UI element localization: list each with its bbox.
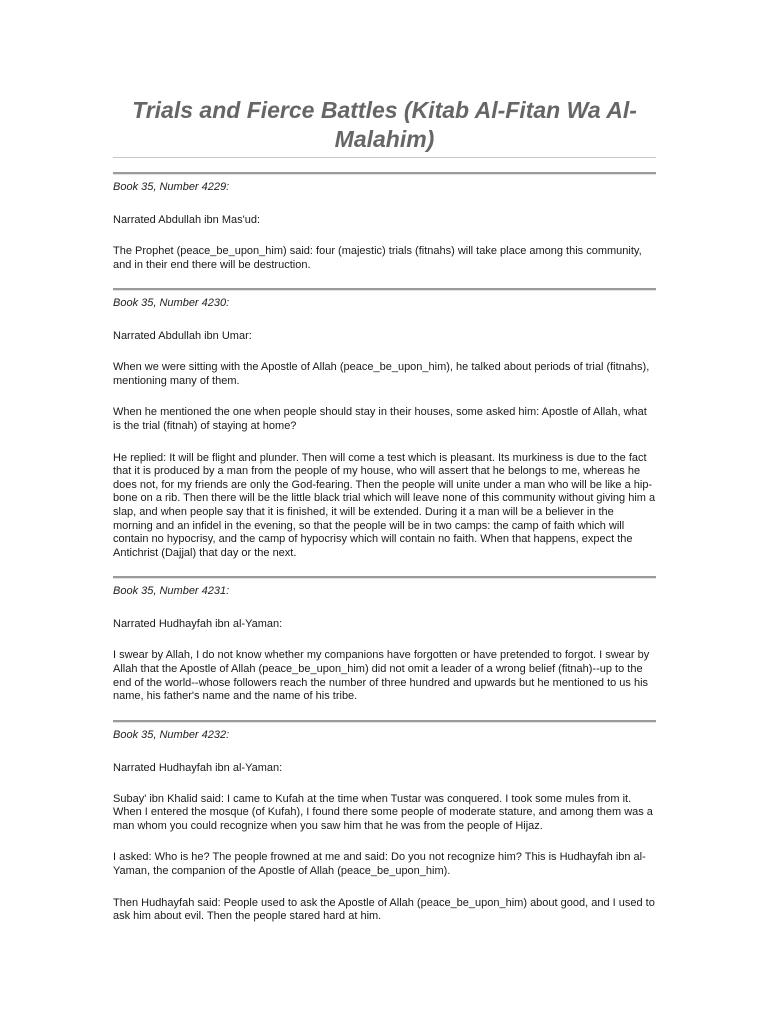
hadith-reference: Book 35, Number 4229:: [113, 181, 230, 193]
hadith-entry: [113, 288, 656, 560]
hadith-entry: [113, 576, 656, 703]
document-page: [113, 0, 656, 924]
hadith-narrator: Narrated Hudhayfah ibn al-Yaman:: [113, 761, 283, 774]
hadith-reference: Book 35, Number 4232:: [113, 728, 230, 741]
title-divider: [113, 157, 656, 158]
hadith-narrator: Narrated Abdullah ibn Mas'ud:: [113, 214, 261, 226]
section-divider: [113, 288, 656, 291]
section-divider: [113, 172, 656, 175]
hadith-narrator: Narrated Hudhayfah ibn al-Yaman:: [113, 618, 283, 631]
hadith-entry: [113, 720, 656, 924]
page-title: Trials and Fierce Battles (Kitab Al-Fitan Wa Al-Malahim): [132, 97, 637, 152]
hadith-paragraph: Subay' ibn Khalid said: I came to Kufah at the time when Tustar was conquered. I took some mules from it. When I entered the mosque (of Kufah), I found there some people of moderate stature, and among them was a man whom you could recognize when you saw him that he was from the people of Hijaz.: [113, 792, 653, 832]
hadith-reference: Book 35, Number 4230:: [113, 297, 230, 310]
hadith-narrator: Narrated Abdullah ibn Umar:: [113, 330, 252, 343]
hadith-entry: [113, 172, 656, 272]
section-divider: [113, 720, 656, 723]
hadith-paragraph: Then Hudhayfah said: People used to ask the Apostle of Allah (peace_be_upon_him) about good, and I used to ask him about evil. Then the people stared hard at him.: [113, 896, 655, 923]
section-divider: [113, 576, 656, 579]
hadith-paragraph: He replied: It will be flight and plunder. Then will come a test which is pleasant. Its murkiness is due to the fact that it is produced by a man from the people of my house, who will assert that he belongs to me, whereas he does not, for my friends are only the God-fearing. Then the people will unite under a man who will be like a hip-bone on a rib. Then there will be the little black trial which will leave none of this community without giving him a slap, and when people say that it is finished, it will be extended. During it a man will be a believer in the morning and an infidel in the evening, so that the people will be in two camps: the camp of faith which will contain no hypocrisy, and the camp of hypocrisy which will contain no faith. When that happens, expect the Antichrist (Dajjal) that day or the next.: [113, 451, 656, 559]
hadith-reference: Book 35, Number 4231:: [113, 585, 230, 598]
hadith-paragraph: I swear by Allah, I do not know whether my companions have forgotten or have pretended to forgot. I swear by Allah that the Apostle of Allah (peace_be_upon_him) did not omit a leader of a wrong belief (fitnah)--up to the end of the world--whose followers reach the number of three hundred and upwards but he mentioned to us his name, his father's name and the name of his tribe.: [113, 649, 650, 703]
hadith-paragraph: When he mentioned the one when people should stay in their houses, some asked him: Apostle of Allah, what is the trial (fitnah) of staying at home?: [113, 406, 647, 432]
hadith-paragraph: When we were sitting with the Apostle of Allah (peace_be_upon_him), he talked about periods of trial (fitnahs), mentioning many of them.: [113, 361, 650, 387]
hadith-paragraph: The Prophet (peace_be_upon_him) said: four (majestic) trials (fitnahs) will take place among this community, and in their end there will be destruction.: [113, 245, 642, 271]
hadith-paragraph: I asked: Who is he? The people frowned at me and said: Do you not recognize him? This is Hudhayfah ibn al-Yaman, the companion of the Apostle of Allah (peace_be_upon_him).: [113, 851, 646, 878]
